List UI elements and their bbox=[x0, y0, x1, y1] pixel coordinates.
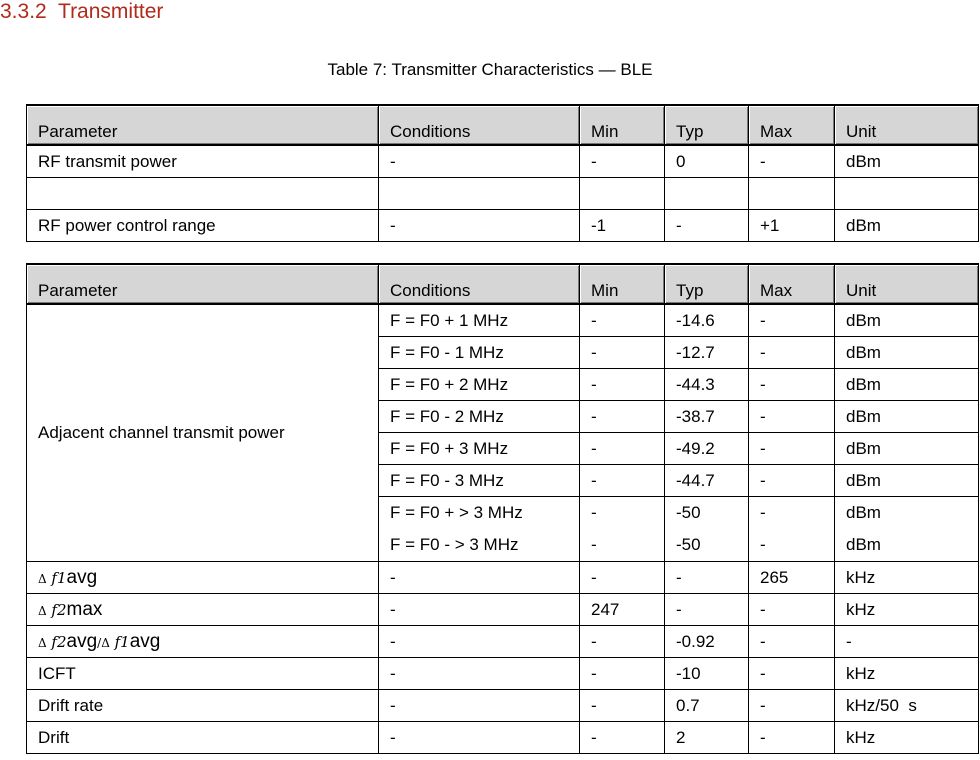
cell-max: - bbox=[749, 465, 835, 497]
cell-conditions: F = F0 + 2 MHz bbox=[379, 369, 580, 401]
cell-min: - bbox=[580, 465, 665, 497]
cell-min bbox=[580, 178, 665, 210]
cell-max: - bbox=[749, 658, 835, 690]
cell-parameter bbox=[27, 178, 379, 210]
table-row bbox=[27, 562, 979, 594]
cell-unit-stacked bbox=[835, 497, 979, 562]
typ-line: -50 bbox=[676, 503, 701, 522]
cell-parameter: ICFT bbox=[27, 658, 379, 690]
delta-symbol: Δ bbox=[38, 603, 47, 618]
cell-typ: -49.2 bbox=[665, 433, 749, 465]
cell-delta-f1-avg bbox=[27, 562, 379, 594]
cell-conditions bbox=[379, 178, 580, 210]
table-row bbox=[27, 722, 979, 754]
subscript-two: 2 bbox=[56, 632, 67, 651]
cell-unit: dBm bbox=[835, 465, 979, 497]
cell-unit bbox=[835, 178, 979, 210]
cell-max: - bbox=[749, 594, 835, 626]
unit-line: dBm bbox=[846, 535, 881, 554]
cell-unit: dBm bbox=[835, 210, 979, 242]
header-row bbox=[27, 264, 979, 304]
cell-unit: kHz bbox=[835, 594, 979, 626]
cell-unit: kHz bbox=[835, 722, 979, 754]
cell-min: - bbox=[580, 658, 665, 690]
table-row bbox=[27, 145, 979, 178]
cell-typ: -38.7 bbox=[665, 401, 749, 433]
cell-conditions: - bbox=[379, 594, 580, 626]
cell-max: - bbox=[749, 145, 835, 178]
cell-typ: -12.7 bbox=[665, 337, 749, 369]
subscript-two: 2 bbox=[56, 600, 67, 619]
header-conditions: Conditions bbox=[379, 105, 580, 145]
f-symbol: f bbox=[51, 632, 57, 651]
cell-parameter: RF power control range bbox=[27, 210, 379, 242]
cell-typ: -44.7 bbox=[665, 465, 749, 497]
cell-max bbox=[749, 178, 835, 210]
cell-unit: dBm bbox=[835, 401, 979, 433]
cell-conditions: F = F0 - 2 MHz bbox=[379, 401, 580, 433]
header-min: Min bbox=[580, 264, 665, 304]
header-max: Max bbox=[749, 264, 835, 304]
max-line: - bbox=[760, 535, 766, 554]
cell-typ: 0.7 bbox=[665, 690, 749, 722]
cell-min: -1 bbox=[580, 210, 665, 242]
typ-line: -50 bbox=[676, 535, 701, 554]
cell-conditions: - bbox=[379, 722, 580, 754]
cell-conditions: - bbox=[379, 626, 580, 658]
cell-conditions: F = F0 - 3 MHz bbox=[379, 465, 580, 497]
cell-conditions-stacked bbox=[379, 497, 580, 562]
table-row bbox=[27, 658, 979, 690]
cell-typ: -14.6 bbox=[665, 304, 749, 337]
header-parameter: Parameter bbox=[27, 264, 379, 304]
table-row bbox=[27, 594, 979, 626]
section-number: 3.3.2 bbox=[0, 0, 47, 23]
label-avg: avg bbox=[129, 630, 161, 652]
f-symbol: f bbox=[51, 600, 57, 619]
label-avg: avg bbox=[66, 630, 98, 652]
cell-typ: - bbox=[665, 210, 749, 242]
cell-typ bbox=[665, 178, 749, 210]
table-row bbox=[27, 210, 979, 242]
delta-symbol: Δ bbox=[38, 571, 47, 586]
cell-max: - bbox=[749, 626, 835, 658]
condition-line: F = F0 + > 3 MHz bbox=[390, 503, 523, 522]
slash: / bbox=[97, 635, 102, 650]
cell-typ-stacked bbox=[665, 497, 749, 562]
cell-max: - bbox=[749, 337, 835, 369]
cell-unit: kHz bbox=[835, 562, 979, 594]
cell-max: - bbox=[749, 690, 835, 722]
cell-conditions: - bbox=[379, 210, 580, 242]
header-row bbox=[27, 105, 979, 145]
header-typ: Typ bbox=[665, 264, 749, 304]
cell-min: 247 bbox=[580, 594, 665, 626]
cell-max: - bbox=[749, 369, 835, 401]
cell-max: - bbox=[749, 401, 835, 433]
cell-typ: -0.92 bbox=[665, 626, 749, 658]
delta-symbol: Δ bbox=[101, 635, 110, 650]
cell-max: - bbox=[749, 433, 835, 465]
cell-max: 265 bbox=[749, 562, 835, 594]
cell-parameter: Drift bbox=[27, 722, 379, 754]
cell-min: - bbox=[580, 722, 665, 754]
cell-max: - bbox=[749, 722, 835, 754]
cell-unit: dBm bbox=[835, 337, 979, 369]
header-parameter: Parameter bbox=[27, 105, 379, 145]
cell-max: +1 bbox=[749, 210, 835, 242]
section-heading bbox=[0, 0, 163, 24]
f-symbol: f bbox=[114, 632, 121, 651]
header-max: Max bbox=[749, 105, 835, 145]
cell-unit: kHz bbox=[835, 658, 979, 690]
cell-typ: -44.3 bbox=[665, 369, 749, 401]
cell-delta-ratio bbox=[27, 626, 379, 658]
label-avg: avg bbox=[66, 566, 98, 588]
cell-min: - bbox=[580, 369, 665, 401]
cell-conditions: - bbox=[379, 690, 580, 722]
cell-typ: - bbox=[665, 562, 749, 594]
cell-conditions: F = F0 + 1 MHz bbox=[379, 304, 580, 337]
cell-max: - bbox=[749, 304, 835, 337]
header-unit: Unit bbox=[835, 264, 979, 304]
table-row bbox=[27, 690, 979, 722]
table-row bbox=[27, 626, 979, 658]
cell-conditions: - bbox=[379, 562, 580, 594]
max-line: - bbox=[760, 503, 766, 522]
subscript-one: 1 bbox=[120, 632, 130, 651]
cell-unit: dBm bbox=[835, 145, 979, 178]
transmit-power-table bbox=[26, 104, 979, 242]
cell-unit: - bbox=[835, 626, 979, 658]
cell-typ: - bbox=[665, 594, 749, 626]
unit-line: dBm bbox=[846, 503, 881, 522]
min-line: - bbox=[591, 503, 597, 522]
cell-conditions: F = F0 + 3 MHz bbox=[379, 433, 580, 465]
cell-min: - bbox=[580, 690, 665, 722]
cell-parameter: RF transmit power bbox=[27, 145, 379, 178]
cell-min: - bbox=[580, 562, 665, 594]
delta-symbol: Δ bbox=[38, 635, 47, 650]
section-title: Transmitter bbox=[58, 0, 164, 23]
cell-unit: dBm bbox=[835, 369, 979, 401]
header-unit: Unit bbox=[835, 105, 979, 145]
subscript-one: 1 bbox=[56, 568, 67, 587]
cell-max-stacked bbox=[749, 497, 835, 562]
cell-min: - bbox=[580, 337, 665, 369]
min-line: - bbox=[591, 535, 597, 554]
cell-min-stacked bbox=[580, 497, 665, 562]
cell-parameter: Drift rate bbox=[27, 690, 379, 722]
cell-conditions: F = F0 - 1 MHz bbox=[379, 337, 580, 369]
cell-unit: dBm bbox=[835, 304, 979, 337]
header-min: Min bbox=[580, 105, 665, 145]
label-max: max bbox=[66, 598, 103, 620]
cell-min: - bbox=[580, 304, 665, 337]
cell-min: - bbox=[580, 145, 665, 178]
cell-conditions: - bbox=[379, 145, 580, 178]
cell-typ: 2 bbox=[665, 722, 749, 754]
table-row-empty bbox=[27, 178, 979, 210]
header-typ: Typ bbox=[665, 105, 749, 145]
cell-adjacent-parameter: Adjacent channel transmit power bbox=[27, 304, 379, 562]
cell-delta-f2-max bbox=[27, 594, 379, 626]
cell-unit: kHz/50 s bbox=[835, 690, 979, 722]
table-caption: Table 7: Transmitter Characteristics — BLE bbox=[327, 60, 653, 79]
table-row bbox=[27, 304, 979, 337]
cell-min: - bbox=[580, 401, 665, 433]
cell-typ: -10 bbox=[665, 658, 749, 690]
cell-unit: dBm bbox=[835, 433, 979, 465]
header-conditions: Conditions bbox=[379, 264, 580, 304]
cell-conditions: - bbox=[379, 658, 580, 690]
cell-typ: 0 bbox=[665, 145, 749, 178]
cell-min: - bbox=[580, 626, 665, 658]
cell-min: - bbox=[580, 433, 665, 465]
condition-line: F = F0 - > 3 MHz bbox=[390, 535, 519, 554]
adjacent-channel-table bbox=[26, 263, 979, 754]
f-symbol: f bbox=[51, 568, 57, 587]
